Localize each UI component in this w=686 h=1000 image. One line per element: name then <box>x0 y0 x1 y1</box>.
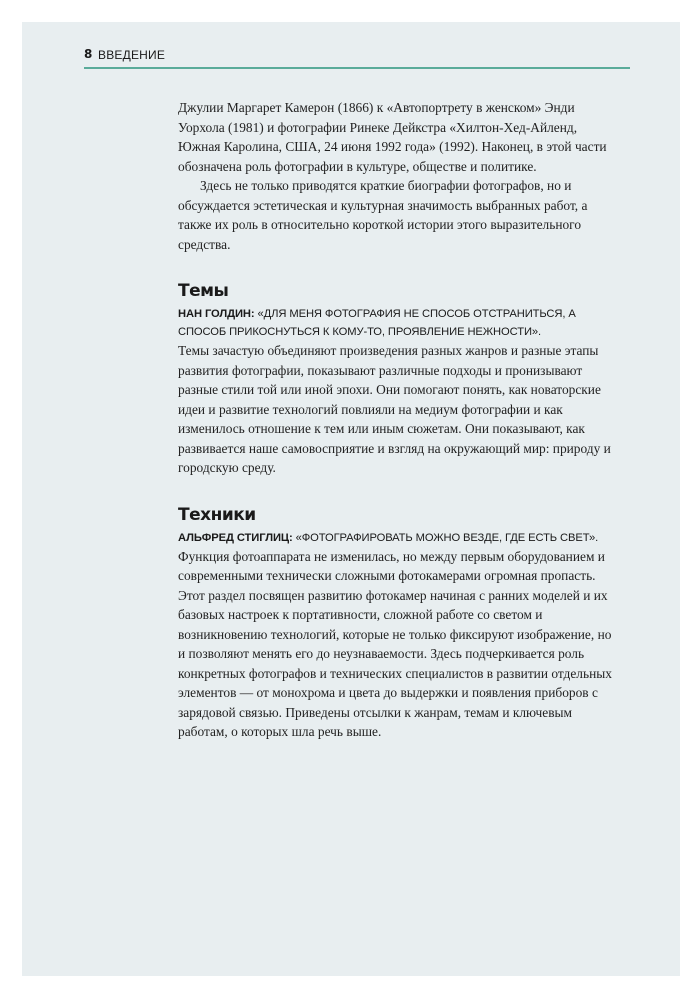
intro-paragraph-1: Джулии Маргарет Камерон (1866) к «Автопортрету в женском» Энди Уорхола (1981) и фотографии Ринеке Дейкстра «Хилтон-Хед-Айленд, Южная Каролина, США, 24 июня 1992 года» (1992). Наконец, в этой части обозначена роль фотографии в культуре, обществе и политике. <box>178 100 607 174</box>
header-rule <box>84 67 630 69</box>
techniques-quote-author: АЛЬФРЕД СТИГЛИЦ: <box>178 531 293 544</box>
page-number: 8 <box>84 47 93 61</box>
themes-epigraph <box>178 305 614 341</box>
techniques-paragraph: Функция фотоаппарата не изменилась, но между первым оборудованием и современными технически сложными фотокамерами огромная пропасть. Этот раздел посвящен развитию фотокамер начиная с ранних моделей и их базовых настроек к портативности, сложной работе со светом и возникновению технологий, которые не только фиксируют изображение, но и позволяют менять его до неузнаваемости. Здесь подчеркивается роль конкретных фотографов и технических специалистов в развитии отдельных элементов — от монохрома и цвета до выдержки и появления приборов с зарядовой связью. Приведены отсылки к жанрам, темам и ключевым работам, о которых шла речь выше. <box>178 548 612 739</box>
section-heading-themes: Темы <box>178 281 229 301</box>
main-text <box>178 98 614 742</box>
themes-quote-text: «ДЛЯ МЕНЯ ФОТОГРАФИЯ НЕ СПОСОБ ОТСТРАНИТЬСЯ, А СПОСОБ ПРИКОСНУТЬСЯ К КОМУ-ТО, ПРОЯВЛЕНИЕ НЕЖНОСТИ». <box>178 308 576 338</box>
techniques-epigraph <box>178 529 614 547</box>
section-heading-techniques: Техники <box>178 504 256 525</box>
running-header <box>84 46 630 68</box>
page <box>22 22 680 976</box>
themes-quote-author: НАН ГОЛДИН: <box>178 308 255 320</box>
themes-paragraph: Темы зачастую объединяют произведения разных жанров и разные этапы развития фотографии, показывают различные подходы и пронизывают разные стили той или иной эпохи. Они помогают понять, как новаторские идеи и развитие технологий повлияли на медиум фотографии и как изменилось отношение к тем или иным сюжетам. Они показывают, как развивается наше самовосприятие и взгляд на окружающий мир: природу и городскую среду. <box>178 343 611 475</box>
intro-paragraph-2: Здесь не только приводятся краткие биографии фотографов, но и обсуждается эстетическая и культурная значимость выбранных работ, а также их роль в относительно короткой истории этого выразительного средства. <box>178 178 588 252</box>
running-title: ВВЕДЕНИЕ <box>98 48 166 62</box>
techniques-quote-text: «ФОТОГРАФИРОВАТЬ МОЖНО ВЕЗДЕ, ГДЕ ЕСТЬ СВЕТ». <box>295 531 599 544</box>
